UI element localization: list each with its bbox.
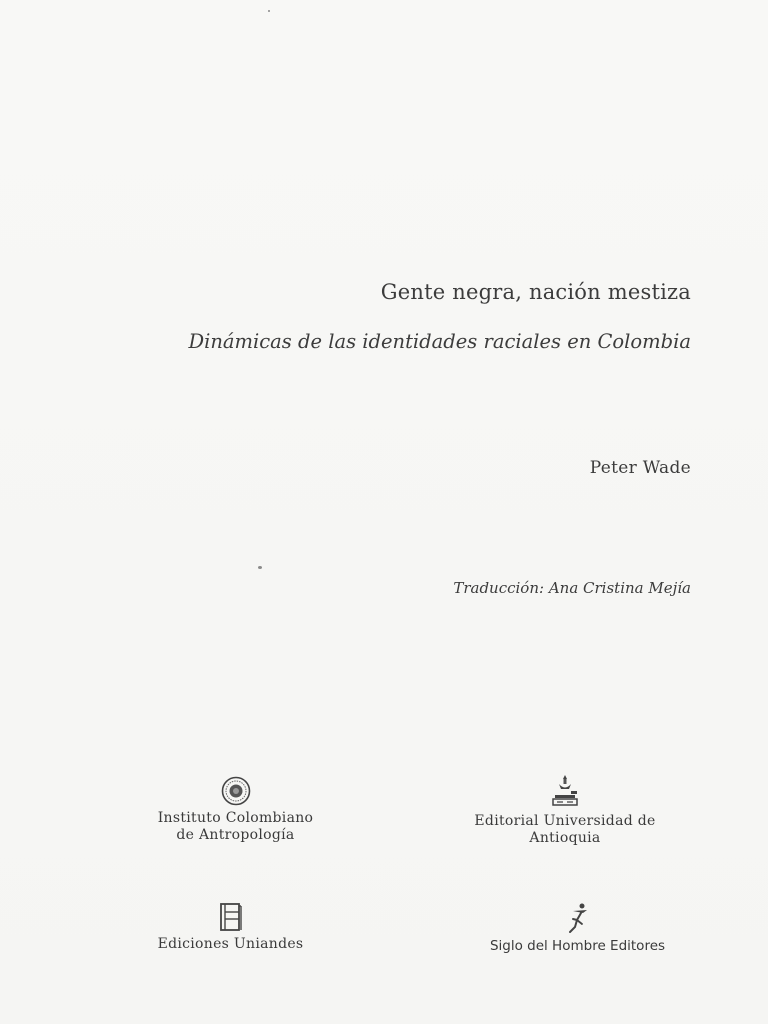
book-stack-icon xyxy=(219,902,243,932)
seal-icon xyxy=(221,776,251,806)
publisher-udea-line2: Antioquia xyxy=(529,830,601,846)
lamp-book-icon xyxy=(547,773,583,809)
translation-credit: Traducción: Ana Cristina Mejía xyxy=(453,579,691,597)
scan-speck xyxy=(268,10,270,12)
running-figure-icon xyxy=(563,902,593,934)
publisher-udea-line1: Editorial Universidad de xyxy=(474,813,656,829)
book-subtitle: Dinámicas de las identidades raciales en Colombia xyxy=(188,330,691,353)
publisher-icanh xyxy=(128,776,343,844)
book-title: Gente negra, nación mestiza xyxy=(380,280,691,304)
publisher-icanh-line2: de Antropología xyxy=(176,827,295,843)
publisher-uniandes xyxy=(128,902,333,953)
scan-speck xyxy=(258,566,262,569)
publisher-siglo xyxy=(465,902,690,955)
publisher-uniandes-name: Ediciones Uniandes xyxy=(157,936,304,952)
publisher-siglo-name: Siglo del Hombre Editores xyxy=(489,938,666,954)
book-author: Peter Wade xyxy=(589,458,691,478)
publisher-udea xyxy=(455,773,675,847)
publisher-icanh-line1: Instituto Colombiano xyxy=(157,810,314,826)
